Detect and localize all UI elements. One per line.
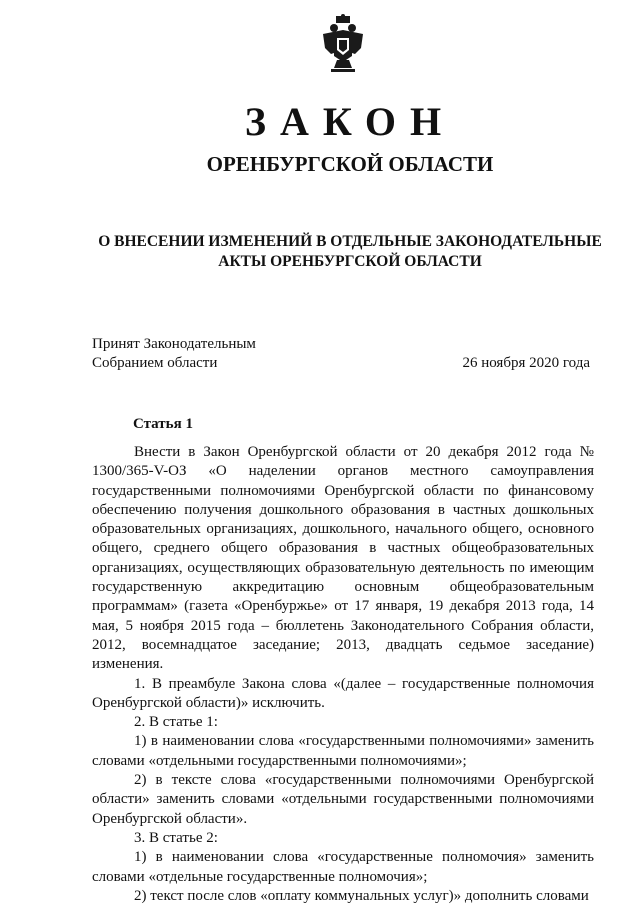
article-paragraph: 2) в тексте слова «государственными полномочиями Оренбургской области» заменить словами «отдельными государственными полномочиями Оренбургской области».	[92, 772, 594, 827]
coat-of-arms-icon	[321, 14, 365, 74]
article-paragraph: Внести в Закон Оренбургской области от 20 декабря 2012 года № 1300/365-V-ОЗ «О наделении органов местного самоуправления государственными полномочиями Оренбургской области по финансовому обеспечению получения дошкольного образования в частных дошкольных образовательных организациях, дошкольного, начального общего, основного общего, среднего общего образования в частных общеобразовательных организациях, осуществляющих образовательную деятельность по имеющим государственную аккредитацию основным общеобразовательным программам» (газета «Оренбуржье» от 17 января, 19 декабря 2013 года, 14 мая, 5 ноября 2015 года – бюллетень Законодательного Собрания области, 2012, восемнадцатое заседание; 2013, двадцать седьмое заседание) изменения.	[92, 444, 594, 673]
law-heading	[90, 232, 610, 272]
law-heading-line-2: АКТЫ ОРЕНБУРГСКОЙ ОБЛАСТИ	[218, 253, 482, 270]
article-paragraph: 1) в наименовании слова «государственными полномочиями» заменить словами «отдельными государственными полномочиями»;	[92, 733, 594, 769]
article-paragraph: 2) текст после слов «оплату коммунальных услуг)» дополнить словами	[134, 887, 589, 904]
article-paragraph: 1. В преамбуле Закона слова «(далее – государственные полномочия Оренбургской области)» исключить.	[92, 675, 594, 711]
adoption-line-1: Принят Законодательным	[92, 336, 256, 352]
law-title: ЗАКОН	[244, 99, 456, 144]
article-paragraph: 2. В статье 1:	[134, 714, 218, 731]
article-paragraph: 1) в наименовании слова «государственные полномочия» заменить словами «отдельные государственные полномочия»;	[92, 849, 594, 885]
adoption-date: 26 ноября 2020 года	[462, 355, 590, 371]
adoption-line-2: Собранием области	[92, 355, 218, 371]
article-title: Статья 1	[133, 416, 193, 432]
article-body	[92, 443, 594, 906]
law-region: ОРЕНБУРГСКОЙ ОБЛАСТИ	[206, 152, 494, 176]
law-heading-line-1: О ВНЕСЕНИИ ИЗМЕНЕНИЙ В ОТДЕЛЬНЫЕ ЗАКОНОДАТЕЛЬНЫЕ	[98, 233, 602, 250]
adoption-note	[92, 335, 256, 373]
article-paragraph: 3. В статье 2:	[134, 829, 218, 846]
